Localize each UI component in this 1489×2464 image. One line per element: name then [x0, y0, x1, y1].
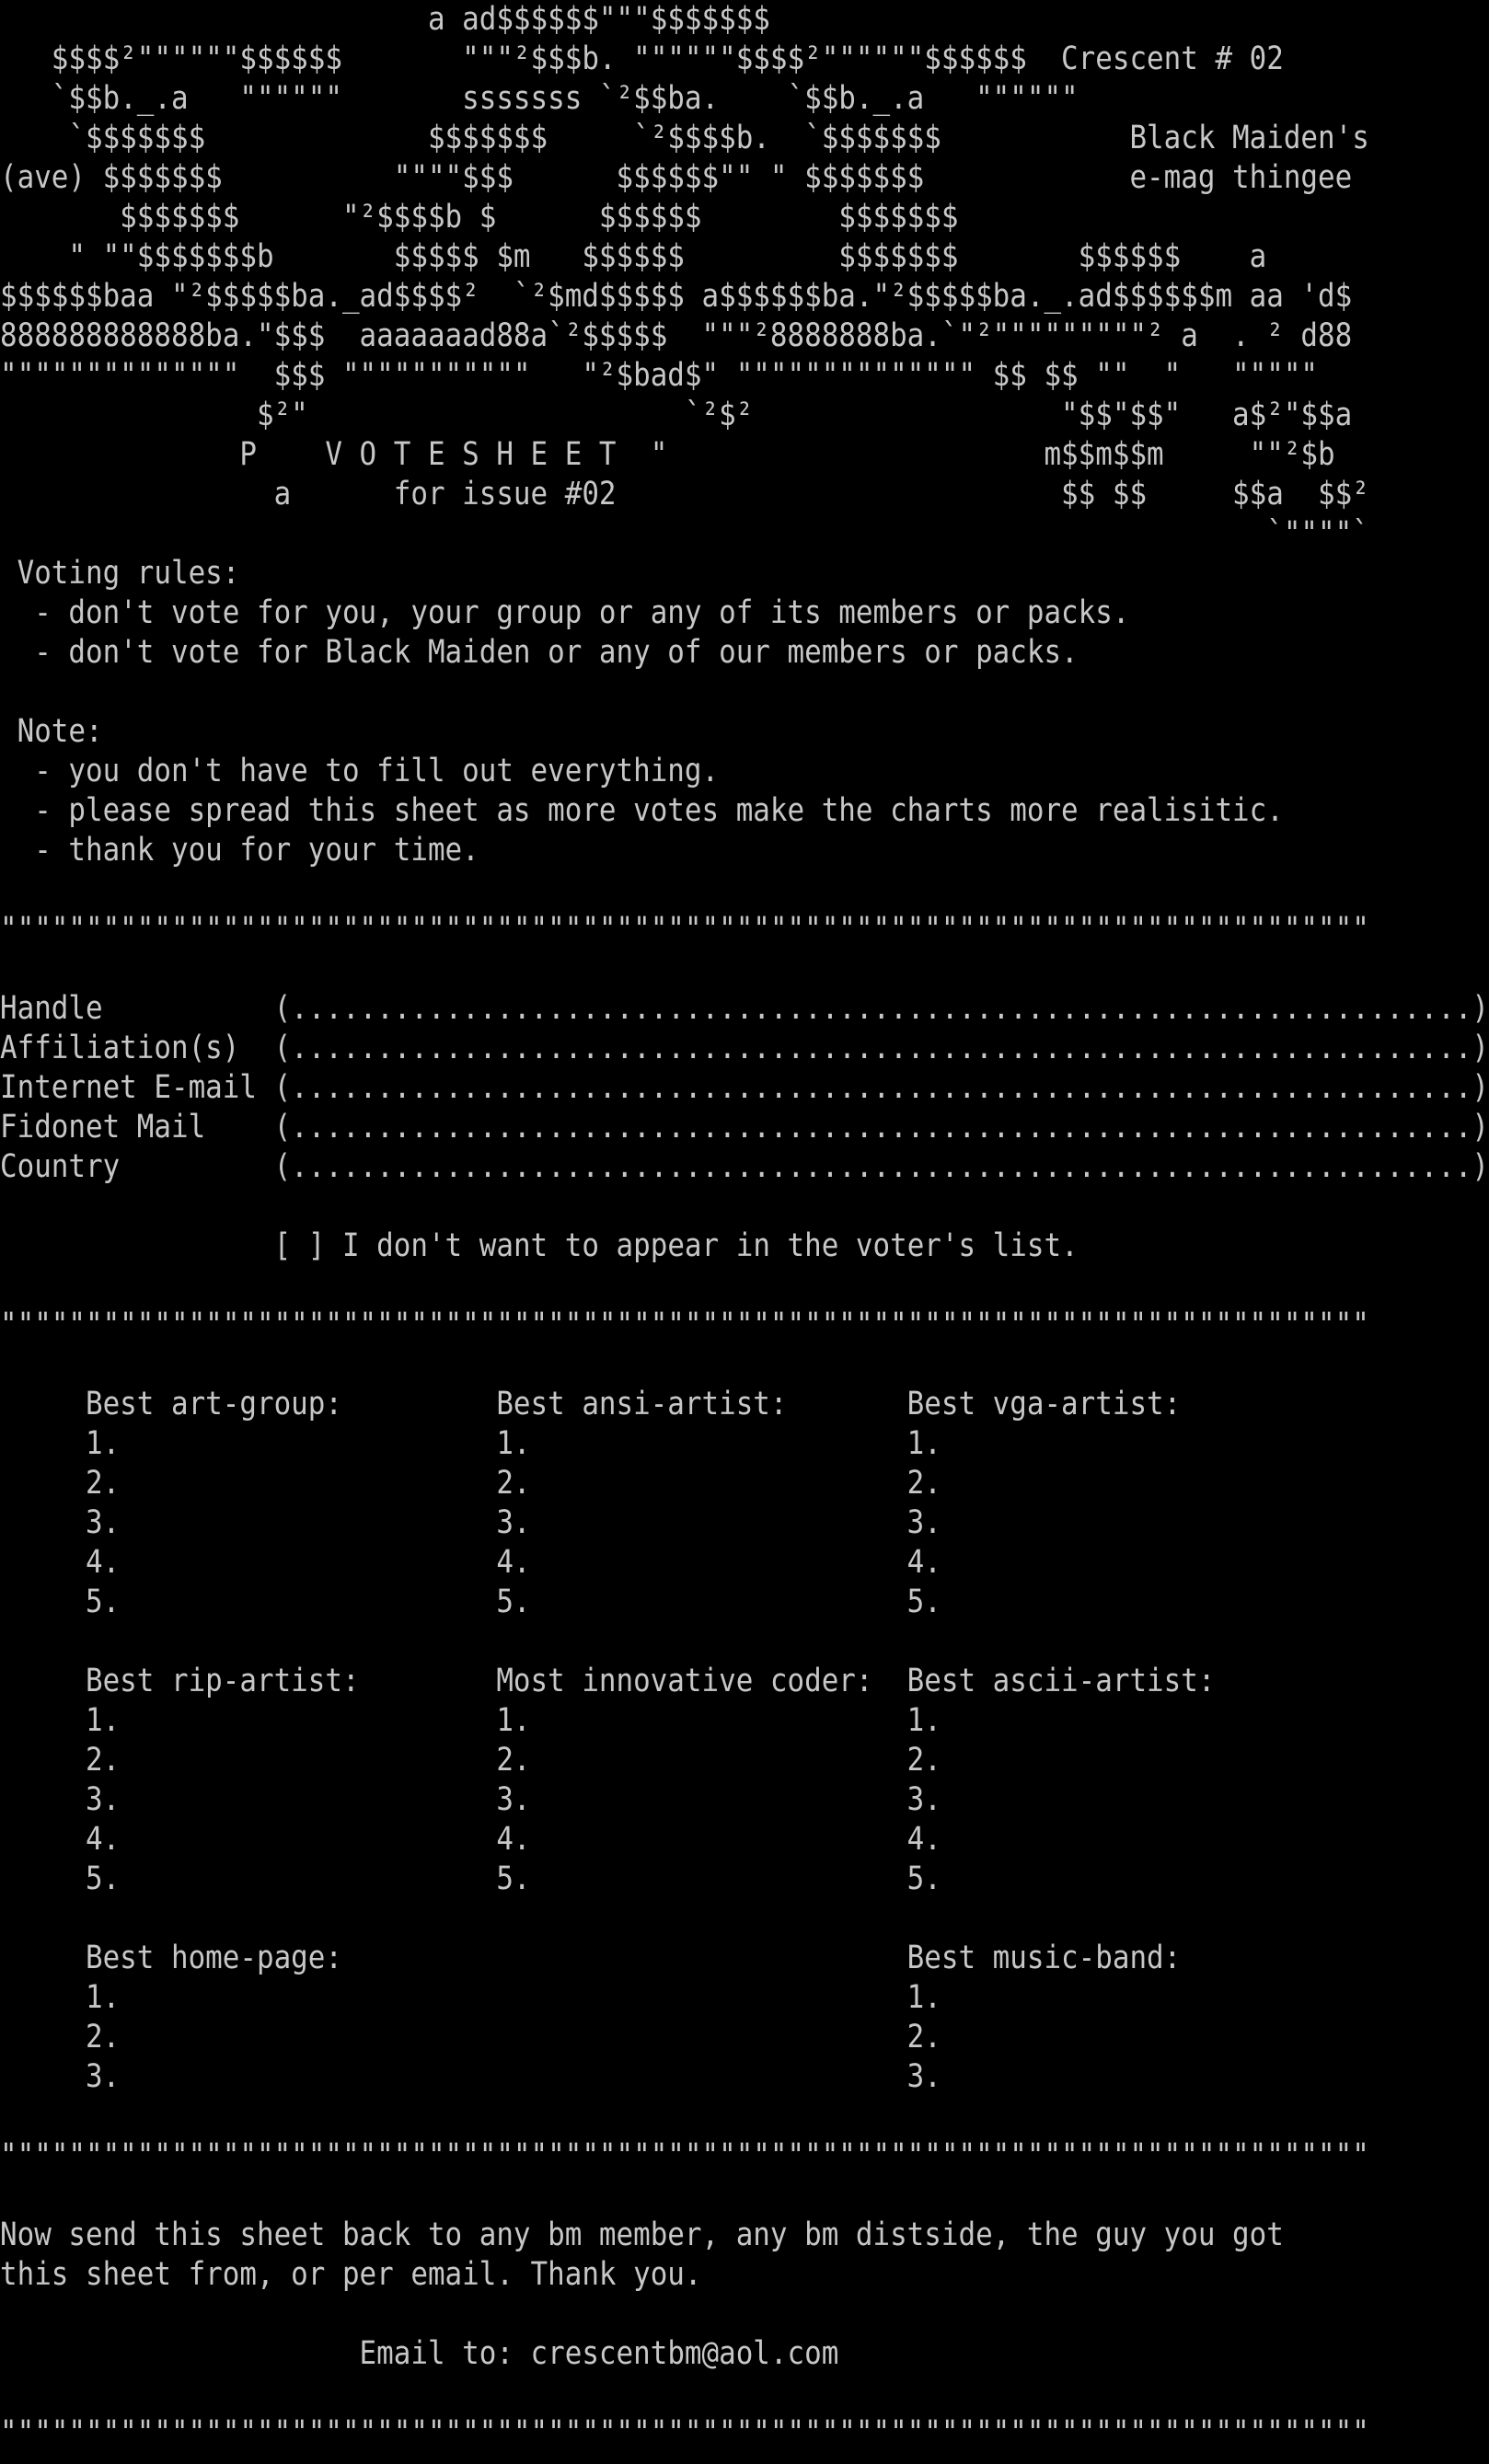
logo-line-6: $$$$$$$ "²$$$$b $ $$$$$$ $$$$$$$ — [0, 198, 959, 236]
form-row-internet-email — [0, 1065, 1489, 1110]
internet-email-field[interactable]: (.....................................................................) — [273, 1068, 1489, 1107]
ballot-rank-row[interactable]: 4. 4. 4. — [0, 1543, 941, 1582]
email-prefix: Email to: — [0, 2334, 531, 2373]
voting-rule-item: - don't vote for you, your group or any of its members or packs. — [0, 593, 1130, 632]
ballot-rank-row[interactable]: 3. 3. 3. — [0, 1503, 941, 1542]
logo-line-4: `$$$$$$$ $$$$$$$ `²$$$$b. `$$$$$$$ Black Maiden's — [0, 119, 1369, 157]
country-field[interactable]: (.....................................................................) — [273, 1147, 1489, 1186]
logo-line-9: 888888888888ba."$$$ aaaaaaad88a`²$$$$$ """²8888888ba.`"²"""""""""² a . ² d88 — [0, 317, 1353, 355]
ballot-rank-row[interactable]: 5. 5. 5. — [0, 1860, 941, 1898]
ballot-rank-row[interactable]: 3. 3. — [0, 2057, 941, 2096]
note-item: - thank you for your time. — [0, 831, 479, 869]
ballot-rank-row[interactable]: 4. 4. 4. — [0, 1820, 941, 1859]
ballot-rank-row[interactable]: 2. 2. — [0, 2018, 941, 2056]
note-item: - you don't have to fill out everything. — [0, 752, 720, 790]
voting-rule-item: - don't vote for Black Maiden or any of our members or packs. — [0, 633, 1079, 672]
ballot-rank-row[interactable]: 3. 3. 3. — [0, 1780, 941, 1819]
logo-line-11: $²" `²$² "$$"$$" a$²"$$a — [0, 396, 1353, 434]
field-label-country: Country — [0, 1147, 274, 1186]
issue-line: a for issue #02 $$ $$ $$a $$² — [0, 475, 1369, 513]
form-row-fidonet-mail — [0, 1105, 1489, 1149]
ballot-category-headings: Best art-group: Best ansi-artist: Best vga-artist: — [0, 1385, 1182, 1423]
opt-out-indent — [0, 1227, 274, 1264]
separator-line: """""""""""""""""""""""""""""""""""""""""""""""""""""""""""""""""""""""""""""""" — [0, 910, 1369, 949]
logo-line-2: $$$$²""""""$$$$$$ """²$$$b. """"""$$$$²""""""$$$$$$ Crescent # 02 — [0, 40, 1284, 78]
fidonet-mail-field[interactable]: (.....................................................................) — [273, 1108, 1489, 1146]
ballot-rank-row[interactable]: 5. 5. 5. — [0, 1583, 941, 1621]
separator-line: """""""""""""""""""""""""""""""""""""""""""""""""""""""""""""""""""""""""""""""" — [0, 2413, 1369, 2452]
field-label-affiliation: Affiliation(s) — [0, 1029, 274, 1067]
note-item: - please spread this sheet as more votes make the charts more realisitic. — [0, 791, 1284, 830]
email-row — [0, 2332, 1325, 2376]
separator-line: """""""""""""""""""""""""""""""""""""""""""""""""""""""""""""""""""""""""""""""" — [0, 2136, 1369, 2175]
ballot-rank-row[interactable]: 1. 1. — [0, 1978, 941, 2017]
logo-line-5: (ave) $$$$$$$ """"$$$ $$$$$$"" " $$$$$$$ e-mag thingee — [0, 158, 1353, 197]
ballot-rank-row[interactable]: 1. 1. 1. — [0, 1701, 941, 1740]
opt-out-row — [0, 1224, 1325, 1268]
field-label-internet-email: Internet E-mail — [0, 1068, 274, 1107]
field-label-handle: Handle — [0, 989, 274, 1028]
logo-line-14: `""""` — [0, 514, 1369, 553]
handle-field[interactable]: (.....................................................................) — [273, 989, 1489, 1028]
ballot-rank-row[interactable]: 2. 2. 2. — [0, 1741, 941, 1779]
ballot-rank-row[interactable]: 2. 2. 2. — [0, 1464, 941, 1503]
affiliation-field[interactable]: (.....................................................................) — [273, 1029, 1489, 1067]
note-heading: Note: — [0, 712, 103, 751]
field-label-fidonet-mail: Fidonet Mail — [0, 1108, 274, 1146]
form-row-country — [0, 1145, 1489, 1189]
send-back-instructions: Now send this sheet back to any bm member, any bm distside, the guy you got — [0, 2216, 1284, 2254]
form-row-affiliation — [0, 1026, 1489, 1070]
contact-email: crescentbm@aol.com — [530, 2334, 839, 2373]
voting-rules-heading: Voting rules: — [0, 554, 240, 593]
logo-line-3: `$$b._.a """""" sssssss `²$$ba. `$$b._.a """""" — [0, 79, 1079, 118]
logo-line-7: " ""$$$$$$$b $$$$$ $m $$$$$$ $$$$$$$ $$$$$$ a — [0, 237, 1267, 276]
logo-line-8: $$$$$$baa "²$$$$$ba._ad$$$$² `²$md$$$$$ a$$$$$$ba."²$$$$$ba._.ad$$$$$$m aa 'd$ — [0, 277, 1353, 316]
ballot-rank-row[interactable]: 1. 1. 1. — [0, 1424, 941, 1463]
form-row-handle — [0, 986, 1489, 1031]
opt-out-label: I don't want to appear in the voter's list. — [325, 1226, 1079, 1265]
ballot-category-headings: Best rip-artist: Most innovative coder: Best ascii-artist: — [0, 1662, 1216, 1700]
send-back-instructions: this sheet from, or per email. Thank you. — [0, 2255, 702, 2294]
separator-line: """""""""""""""""""""""""""""""""""""""""""""""""""""""""""""""""""""""""""""""" — [0, 1306, 1369, 1344]
logo-line-1: a ad$$$$$$"""$$$$$$$ — [0, 0, 770, 39]
logo-line-10: """""""""""""" $$$ """"""""""" "²$bad$" """""""""""""" $$ $$ "" " """"" — [0, 356, 1319, 395]
votesheet-title-line: P V O T E S H E E T " m$$m$$m ""²$b — [0, 435, 1335, 474]
voter-list-opt-out-checkbox[interactable]: [ ] — [273, 1226, 326, 1265]
ballot-category-headings: Best home-page: Best music-band: — [0, 1939, 1182, 1977]
